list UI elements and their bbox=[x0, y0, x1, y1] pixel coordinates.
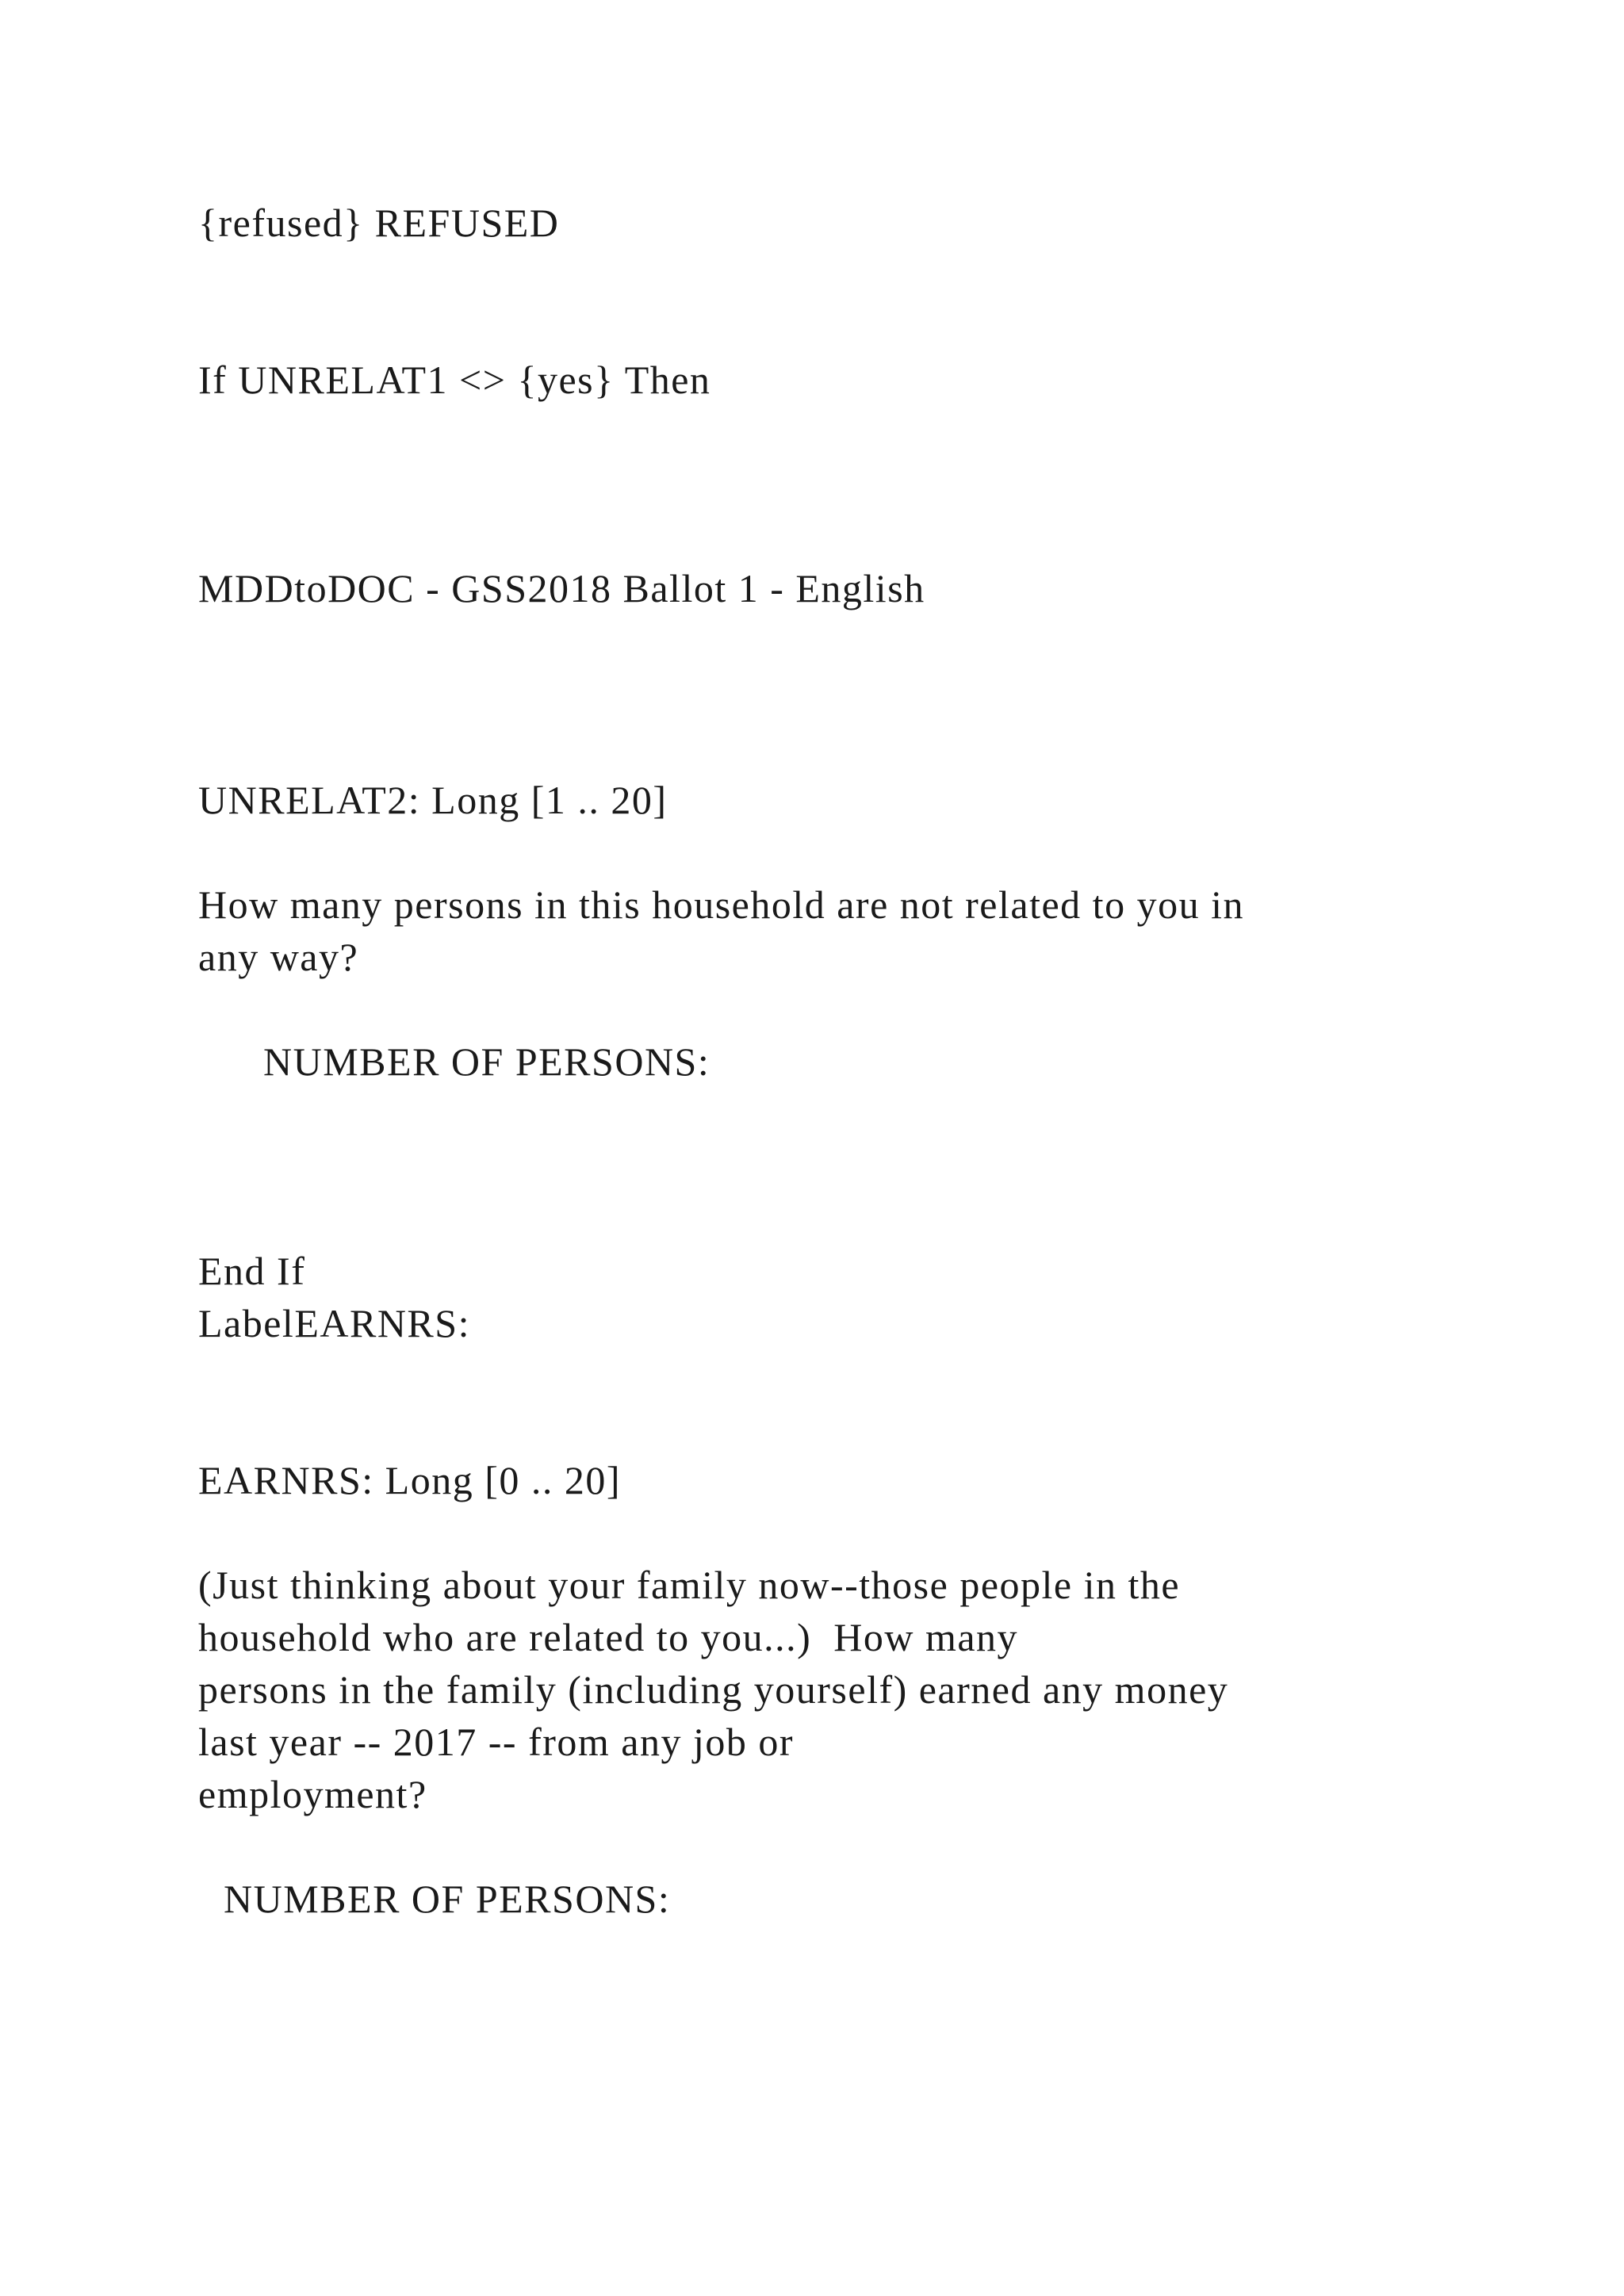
if-condition: If UNRELAT1 <> {yes} Then bbox=[198, 358, 711, 402]
unrelat2-question-line-1: How many persons in this household are not related to you in bbox=[198, 882, 1244, 927]
label-earnrs: LabelEARNRS: bbox=[198, 1301, 470, 1345]
refused-line: {refused} REFUSED bbox=[198, 201, 560, 245]
earnrs-response-label: NUMBER OF PERSONS: bbox=[224, 1877, 671, 1921]
earnrs-question-line-2: household who are related to you...) How many bbox=[198, 1615, 1019, 1659]
unrelat2-question-line-2: any way? bbox=[198, 935, 359, 979]
earnrs-definition: EARNRS: Long [0 .. 20] bbox=[198, 1458, 621, 1502]
earnrs-question-line-5: employment? bbox=[198, 1772, 427, 1816]
page-header-title: MDDtoDOC - GSS2018 Ballot 1 - English bbox=[198, 566, 925, 610]
end-if: End If bbox=[198, 1249, 306, 1293]
earnrs-question-line-3: persons in the family (including yourself) earned any money bbox=[198, 1667, 1229, 1712]
earnrs-question-line-4: last year -- 2017 -- from any job or bbox=[198, 1720, 794, 1764]
unrelat2-definition: UNRELAT2: Long [1 .. 20] bbox=[198, 778, 668, 822]
earnrs-question-line-1: (Just thinking about your family now--those people in the bbox=[198, 1563, 1181, 1607]
unrelat2-response-label: NUMBER OF PERSONS: bbox=[263, 1039, 710, 1084]
